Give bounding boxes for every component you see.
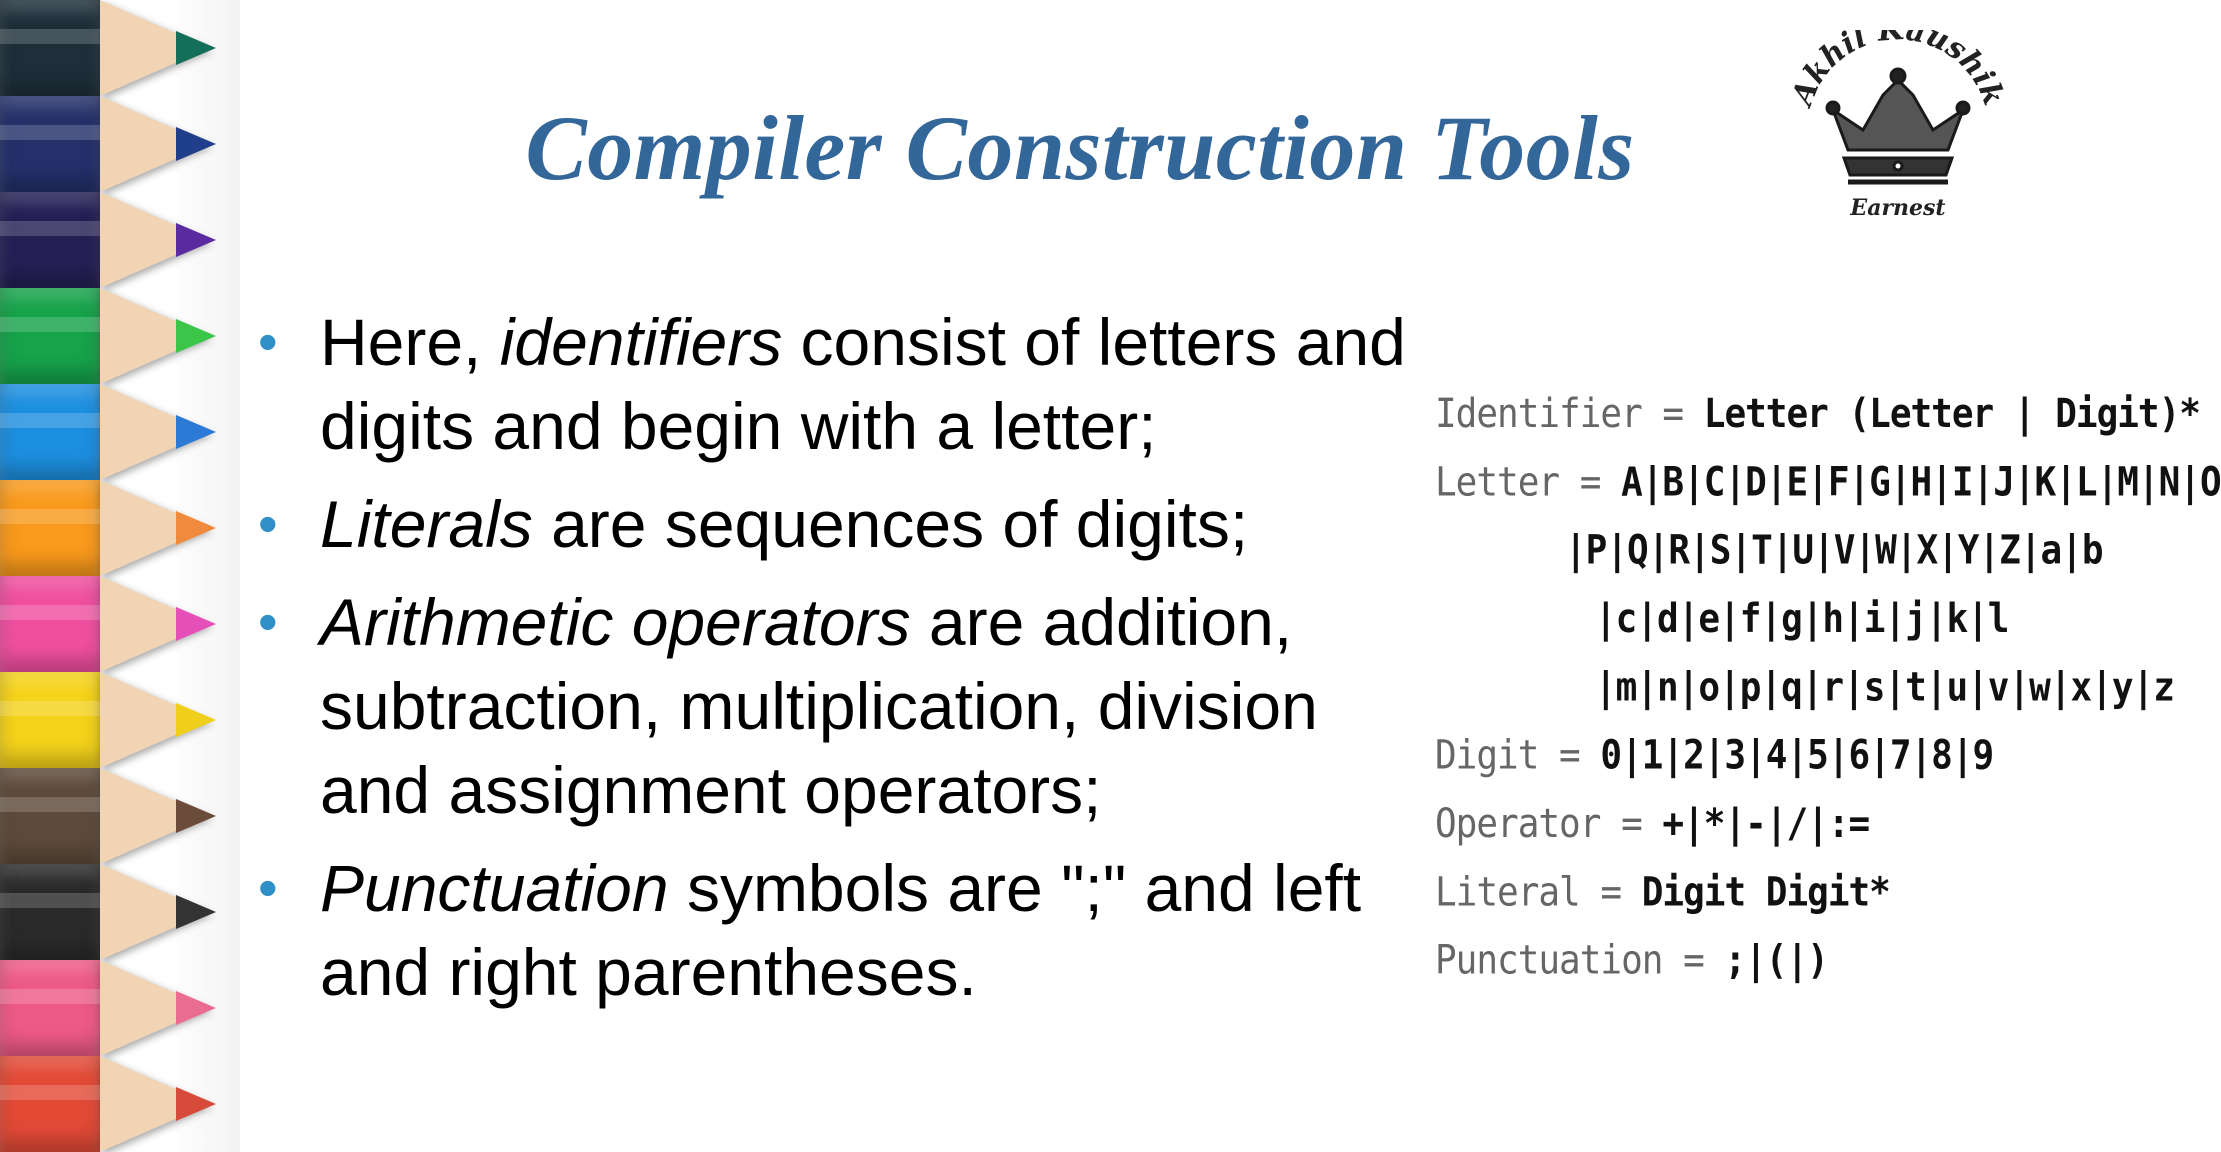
pencil-6 bbox=[0, 480, 240, 576]
logo-tagline-text: Earnest bbox=[1850, 195, 1946, 221]
grammar-row bbox=[1435, 380, 2200, 448]
pencil-tip bbox=[176, 31, 216, 65]
grammar-value: +|*|-|/|:= bbox=[1662, 801, 1870, 848]
slide-title: Compiler Construction Tools bbox=[525, 97, 1635, 199]
pencil-1 bbox=[0, 0, 240, 96]
pencil-body bbox=[0, 1056, 100, 1152]
grammar-figure bbox=[1435, 380, 2221, 1052]
pencil-tip bbox=[176, 223, 216, 257]
pencil-2 bbox=[0, 96, 240, 192]
pencil-body bbox=[0, 768, 100, 864]
grammar-row bbox=[1435, 722, 1993, 790]
bullet-emphasis: Literals bbox=[320, 487, 533, 561]
pencil-tip bbox=[176, 511, 216, 545]
pencil-11 bbox=[0, 960, 240, 1056]
bullet-item bbox=[252, 846, 1422, 1014]
grammar-label: Punctuation = bbox=[1435, 937, 1725, 984]
bullet-text: are sequences of digits; bbox=[532, 487, 1249, 561]
bullet-dot-icon: • bbox=[258, 310, 278, 373]
grammar-label: Letter = bbox=[1435, 459, 1622, 506]
bullet-item bbox=[252, 300, 1422, 468]
grammar-value: ;|(|) bbox=[1724, 937, 1828, 984]
bullet-text: Here, bbox=[320, 305, 500, 379]
logo bbox=[1788, 30, 2008, 230]
pencil-tip bbox=[176, 895, 216, 929]
logo-name-text: Akhil Kaushik bbox=[1788, 30, 2008, 111]
bullet-list bbox=[252, 300, 1422, 1028]
pencil-body bbox=[0, 480, 100, 576]
pencil-8 bbox=[0, 672, 240, 768]
pencil-tip bbox=[176, 1087, 216, 1121]
bullet-emphasis: identifiers bbox=[499, 305, 783, 379]
bullet-item bbox=[252, 580, 1422, 832]
grammar-row bbox=[1435, 790, 1869, 858]
grammar-value: A|B|C|D|E|F|G|H|I|J|K|L|M|N|O bbox=[1621, 459, 2221, 506]
pencil-body bbox=[0, 0, 100, 96]
bullet-dot-icon: • bbox=[258, 492, 278, 555]
grammar-value: Digit Digit* bbox=[1641, 869, 1890, 916]
bullet-text: symbols are ";" and left and right parentheses. bbox=[320, 851, 1362, 1009]
pencil-10 bbox=[0, 864, 240, 960]
grammar-row bbox=[1595, 585, 2008, 653]
pencil-tip bbox=[176, 127, 216, 161]
pencil-body bbox=[0, 672, 100, 768]
pencil-5 bbox=[0, 384, 240, 480]
grammar-row bbox=[1435, 858, 1890, 926]
pencil-tip bbox=[176, 703, 216, 737]
bullet-emphasis: Arithmetic operators bbox=[320, 585, 911, 659]
pencil-7 bbox=[0, 576, 240, 672]
grammar-label: Identifier = bbox=[1435, 391, 1704, 438]
pencil-body bbox=[0, 192, 100, 288]
bullet-dot-icon: • bbox=[258, 856, 278, 919]
pencil-body bbox=[0, 864, 100, 960]
grammar-value: |c|d|e|f|g|h|i|j|k|l bbox=[1595, 596, 2009, 643]
crown-icon bbox=[1788, 30, 2008, 230]
pencil-border bbox=[0, 0, 240, 1152]
pencil-body bbox=[0, 96, 100, 192]
pencil-3 bbox=[0, 192, 240, 288]
pencil-body bbox=[0, 288, 100, 384]
grammar-row bbox=[1435, 927, 1828, 995]
pencil-12 bbox=[0, 1056, 240, 1152]
grammar-row bbox=[1435, 448, 2221, 516]
pencil-tip bbox=[176, 991, 216, 1025]
pencil-9 bbox=[0, 768, 240, 864]
pencil-tip bbox=[176, 319, 216, 353]
grammar-label: Operator = bbox=[1435, 801, 1663, 848]
pencil-body bbox=[0, 576, 100, 672]
pencil-body bbox=[0, 384, 100, 480]
grammar-row bbox=[1565, 517, 2103, 585]
pencil-tip bbox=[176, 799, 216, 833]
bullet-text: consist of letters and digits and begin with a letter; bbox=[320, 305, 1406, 463]
bullet-text: are addition, subtraction, multiplication, division and assignment operators; bbox=[320, 585, 1318, 827]
grammar-row bbox=[1595, 653, 2174, 721]
bullet-item bbox=[252, 482, 1422, 566]
bullet-emphasis: Punctuation bbox=[320, 851, 669, 925]
pencil-tip bbox=[176, 607, 216, 641]
pencil-tip bbox=[176, 415, 216, 449]
grammar-value: |P|Q|R|S|T|U|V|W|X|Y|Z|a|b bbox=[1565, 527, 2103, 574]
grammar-label: Literal = bbox=[1435, 869, 1642, 916]
grammar-value: Letter (Letter | Digit)* bbox=[1703, 391, 2200, 438]
grammar-value: |m|n|o|p|q|r|s|t|u|v|w|x|y|z bbox=[1595, 664, 2174, 711]
grammar-value: 0|1|2|3|4|5|6|7|8|9 bbox=[1600, 732, 1994, 779]
pencil-body bbox=[0, 960, 100, 1056]
pencil-4 bbox=[0, 288, 240, 384]
bullet-dot-icon: • bbox=[258, 590, 278, 653]
grammar-label: Digit = bbox=[1435, 732, 1601, 779]
